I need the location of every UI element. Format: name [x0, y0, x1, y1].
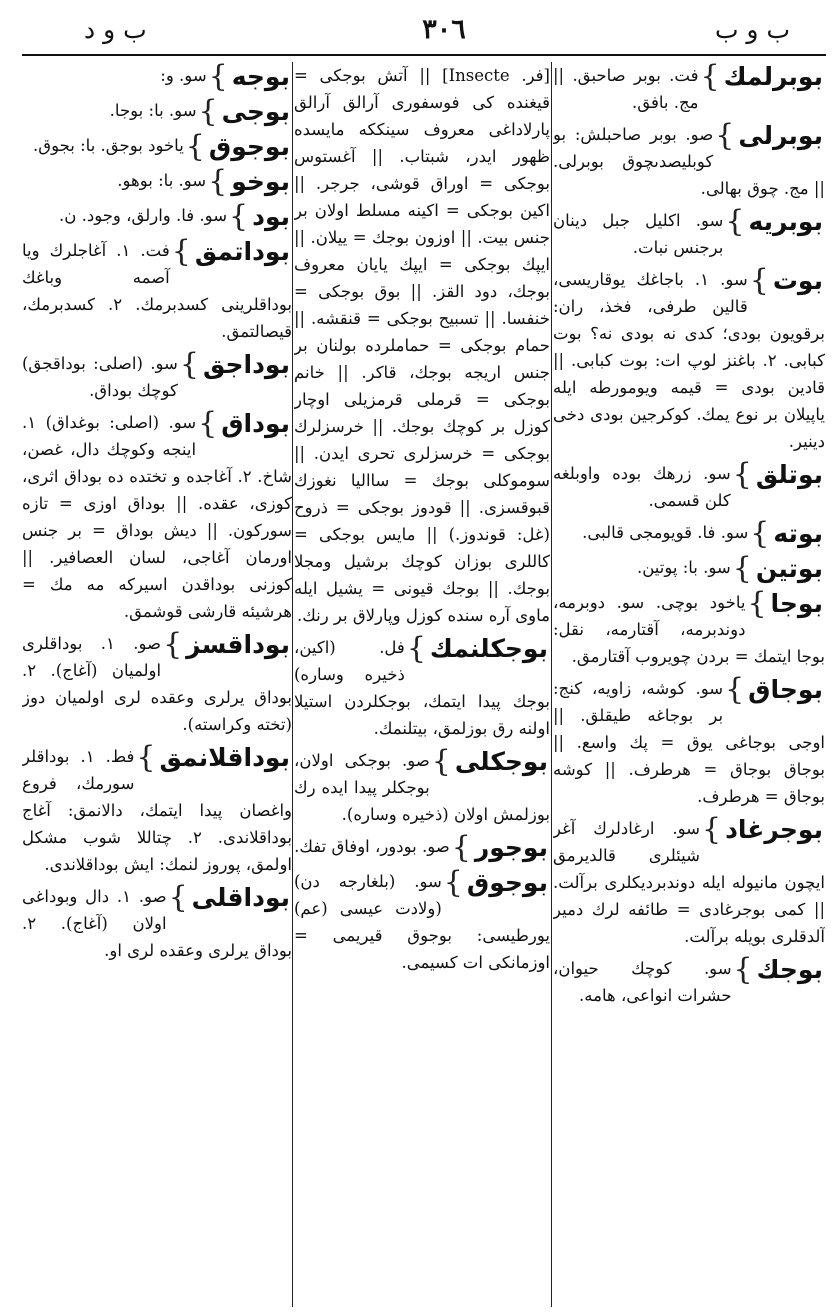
- column-divider: [292, 62, 293, 1307]
- entry-definition: ياخود بوچى. سو. دوبرمه، دوندبرمه، آقتارمه، نقل: بوجا ايتمك = بردن چويروب آقتارمق.: [553, 593, 825, 666]
- dictionary-entry: [553, 460, 825, 514]
- dictionary-entry: [294, 747, 550, 828]
- dictionary-entry: [22, 62, 292, 92]
- dictionary-entry: [22, 630, 292, 738]
- brace-glyph: {: [198, 409, 218, 441]
- dictionary-entry: [294, 868, 550, 976]
- entry-definition: صو. بوبر صاحبلش: بو كوبليصدىچوق بوبرلى. || مج. چوق بهالى.: [553, 125, 825, 198]
- entry-headword: بوداق: [221, 409, 290, 438]
- dictionary-entry: [22, 97, 292, 127]
- dictionary-entry: [22, 167, 292, 197]
- entry-headword: بوداقسز: [186, 630, 290, 659]
- dictionary-entry: [553, 815, 825, 950]
- header-right-guide: ب و ب: [714, 15, 790, 44]
- entry-definition: سو. با: بوجا.: [109, 101, 197, 120]
- entry-definition: سو. ارغادلرك آغر شيئلرى قالديرمق ايچون مانيوله ايله دوندبرديكلرى برآلت. || كمى بوجرغادى = طائفه لرك دمير آلدقلرى بويله برآلت.: [553, 819, 825, 946]
- dictionary-entry: [294, 634, 550, 742]
- entry-headword: بوخو: [231, 167, 290, 196]
- entry-definition: صو. بودور، اوفاق تفك.: [294, 837, 450, 856]
- brace-glyph: {: [406, 634, 426, 666]
- entry-definition: سو. با: بوهو.: [117, 171, 207, 190]
- brace-glyph: {: [443, 868, 463, 900]
- entry-definition: صو. بوجكى اولان، بوجكلر پيدا ايده رك بوزلمش اولان (ذخيره وساره).: [294, 751, 550, 824]
- page-header: [24, 14, 822, 50]
- brace-glyph: {: [208, 167, 228, 197]
- entry-definition: سو. كوچك حيوان، حشرات انواعى، هامه.: [553, 959, 732, 1005]
- entry-definition: سو. با: پوتين.: [636, 558, 731, 577]
- entry-headword: بوداقلانمق: [159, 743, 290, 772]
- entry-headword: بوجى: [221, 97, 290, 126]
- brace-glyph: {: [168, 883, 188, 915]
- entry-headword: بوبرلمك: [723, 62, 823, 91]
- brace-glyph: {: [208, 62, 228, 92]
- brace-glyph: {: [733, 955, 753, 987]
- entry-definition: سو. (اصلى: بوداقجق) كوچك بوداق.: [22, 354, 178, 400]
- brace-glyph: {: [198, 97, 218, 127]
- dictionary-entry: [22, 202, 292, 232]
- dictionary-entry: [22, 409, 292, 625]
- dictionary-entry: [22, 883, 292, 964]
- entry-headword: بوتين: [755, 554, 823, 583]
- entry-headword: بود: [252, 202, 290, 231]
- entry-definition: سو. فا. قويومجى قالبى.: [582, 523, 749, 542]
- brace-glyph: {: [732, 554, 752, 584]
- brace-glyph: {: [732, 460, 752, 492]
- brace-glyph: {: [701, 815, 722, 847]
- entry-definition: صو. ١. دال وبوداغى اولان (آغاج). ٢. بوداق يرلرى وعقده لرى او.: [22, 887, 292, 960]
- column-right: [553, 62, 825, 1307]
- brace-glyph: {: [750, 519, 770, 549]
- entry-headword: بوجرغاد: [725, 815, 823, 844]
- dictionary-entry: [553, 554, 825, 584]
- entry-headword: بوداقلى: [191, 883, 290, 912]
- dictionary-entry: [22, 350, 292, 404]
- brace-glyph: {: [700, 62, 720, 94]
- entry-headword: بوجه: [231, 62, 290, 91]
- entry-definition: سو. زرهك بوده واوبلغه كلن قسمى.: [553, 464, 731, 510]
- entry-definition: سو. (بلغارجه دن) (ولادت عيسى (عم) يورطيسى: بوجوق قيريمى = اوزمانكى ات كسيمى.: [294, 872, 550, 972]
- brace-glyph: {: [725, 207, 745, 239]
- dictionary-entry: [553, 955, 825, 1009]
- entry-definition: فت. ١. آغاجلرك ويا آصمه وباغك بوداقلرينى كسدبرمك. ٢. كسدبرمك، قيصالتمق.: [22, 241, 292, 341]
- dictionary-entry: [553, 519, 825, 549]
- entry-headword: بوتلق: [755, 460, 823, 489]
- entry-headword: بوجكلنمك: [429, 634, 548, 663]
- entry-headword: بوجور: [474, 833, 548, 862]
- entry-headword: بوبريه: [748, 207, 823, 236]
- brace-glyph: {: [749, 266, 769, 298]
- entry-headword: بوته: [773, 519, 823, 548]
- dictionary-entry: [553, 266, 825, 455]
- continued-entry-text: [فر. Insecte] || آتش بوجكى = قيغنده كى فوسفورى آرالق آرالق پارلاداغى معروف سينككه مايسده ظهور ايدر، شبتاب. || آغستوس بوجكى = اوراق قوشى، جرجر. || اكين بوجكى = اكينه مسلط اولان بر جنس بيت. || اوزون بوجك = ييلان. || ايپك بوجكى = ايپك يايان معروف بوجك، دود القز. || بوق بوجكى = خنفسا. || تسبيح بوجكى = قنقشه. || حمام بوجكى = حماملرده بولنان بر جنس اريجه بوجك، قاكر. || خانم بوجكى = قرملى قرمزيلى اوچار كوزل بر كوچك بوجك. || خرسزلرك بوجكى = خرسزلرى تحرى ايدن. || سوموكلى بوجك = سااليا نغوزك قبوقسزى. || قودوز بوجكى = ذروح (غل: قوندوز.) || مايس بوجكى = كاللرى بوزان كوچك برشيل ومجلا بوجك. || بوجك قيونى = يشيل ايله ماوى آره سنده كوزل وپارلاق بر رنك.: [294, 66, 550, 625]
- column-middle: [294, 62, 550, 1307]
- entry-headword: بوجك: [756, 955, 823, 984]
- entry-definition: فل. (اكين، ذخيره وساره) بوجك پيدا ايتمك، بوجكلردن استيلا اولنه رق بوزلمق، بيتلنمك.: [294, 638, 550, 738]
- entry-definition: سو. كوشه، زاويه، كنج: بر بوجاغه طيقلق. || اوجى بوجاغى يوق = پك واسع. || بوجاق بوجاق = هرطرف. || كوشه بوجاق = هرطرف.: [553, 679, 825, 806]
- entry-definition: فت. بوبر صاحبق. || مج. بافق.: [553, 66, 699, 112]
- brace-glyph: {: [715, 121, 735, 153]
- brace-glyph: {: [171, 237, 191, 269]
- header-rule: [22, 54, 826, 56]
- entry-definition: سو. (اصلى: بوغداق) ١. اينجه وكوچك دال، غصن، شاخ. ٢. آغاجده و تختده ده بوداق اثرى، كوزى، عقده. || بوداق اوزى = تازه سوركون. || ديش بوداق = بر جنس اورمان آغاجى، لسان العصافير. || كوزنى بوداقدن اسيركه مه مك = هرشيئه قارشى قوشمق.: [22, 413, 292, 621]
- brace-glyph: {: [229, 202, 249, 232]
- entry-definition: فط. ١. بوداقلر سورمك، فروع واغصان پيدا ايتمك، دالانمق: آغاج بوداقلاندى. ٢. چتاللا شوب مشكل اولمق، پوروز لنمك: ايش بوداقلاندى.: [22, 747, 292, 874]
- header-left-guide: ب و د: [84, 15, 147, 44]
- dictionary-entry: [553, 675, 825, 810]
- brace-glyph: {: [185, 132, 205, 162]
- dictionary-entry: [553, 121, 825, 202]
- brace-glyph: {: [179, 350, 199, 382]
- dictionary-entry: [294, 833, 550, 863]
- page-number: ٣٠٦: [422, 14, 466, 45]
- column-left: [22, 62, 292, 1307]
- entry-definition: سو. اكليل جبل دينان برجنس نبات.: [553, 211, 724, 257]
- entry-definition: سو. ١. باجاغك يوقاريسى، قالين طرفى، فخذ، ران: برقويون بودى؛ كدى نه بودى نه؟ بوت كبابى. ٢. باغنز لوپ ات: بوت كبابى. || قادين بودى = قيمه ويومورطه ايله ياپيلان بر نوع يمك. كوكرجين بودى دخى دينير.: [553, 270, 825, 451]
- brace-glyph: {: [136, 743, 156, 775]
- dictionary-entry: [553, 207, 825, 261]
- brace-glyph: {: [747, 589, 767, 621]
- brace-glyph: {: [431, 747, 451, 779]
- dictionary-entry: [553, 589, 825, 670]
- dictionary-entry: [22, 237, 292, 345]
- column-divider: [551, 62, 552, 1307]
- entry-definition: ياخود بوجق. با: بجوق.: [33, 136, 184, 155]
- dictionary-entry: [22, 132, 292, 162]
- entry-definition: سو. و:: [160, 66, 207, 85]
- entry-headword: بوجا: [770, 589, 823, 618]
- brace-glyph: {: [725, 675, 745, 707]
- dictionary-entry: [553, 62, 825, 116]
- entry-headword: بوجاق: [748, 675, 823, 704]
- entry-headword: بوداتمق: [194, 237, 290, 266]
- entry-headword: بوبرلى: [738, 121, 823, 150]
- entry-headword: بوجوق: [466, 868, 548, 897]
- entry-headword: بوجكلى: [454, 747, 548, 776]
- brace-glyph: {: [163, 630, 183, 662]
- entry-definition: سو. فا. وارلق، وجود. ن.: [59, 206, 228, 225]
- entry-headword: بوجوق: [208, 132, 290, 161]
- dictionary-entry: [22, 743, 292, 878]
- entry-definition: صو. ١. بوداقلرى اولميان (آغاج). ٢. بوداق يرلرى وعقده لرى اولميان دوز (تخته وكراسته).: [22, 634, 292, 734]
- brace-glyph: {: [451, 833, 471, 863]
- entry-headword: بوت: [772, 266, 823, 295]
- entry-headword: بوداجق: [202, 350, 290, 379]
